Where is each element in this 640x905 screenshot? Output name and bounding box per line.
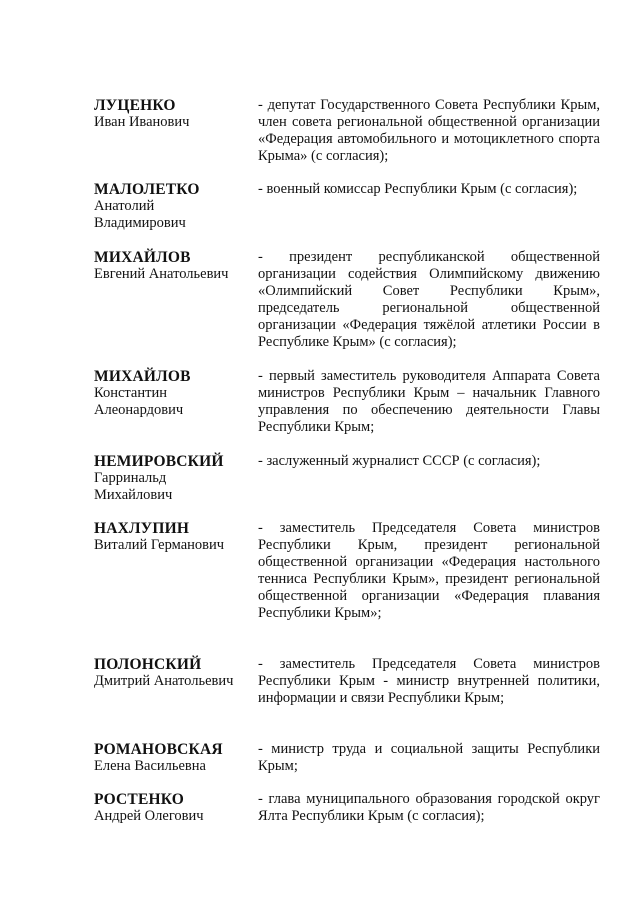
person-surname: ЛУЦЕНКО bbox=[94, 97, 176, 114]
person-surname: РОМАНОВСКАЯ bbox=[94, 741, 223, 758]
person-given-name: Анатолий bbox=[94, 198, 155, 214]
person-name bbox=[94, 741, 254, 775]
person-given-name: Иван Иванович bbox=[94, 114, 190, 130]
person-position: - министр труда и социальной защиты Республики Крым; bbox=[258, 741, 600, 774]
person-surname: МИХАЙЛОВ bbox=[94, 368, 191, 385]
person-given-name: Гарринальд bbox=[94, 470, 167, 486]
person-surname: МАЛОЛЕТКО bbox=[94, 181, 200, 198]
person-given-name: Елена Васильевна bbox=[94, 758, 206, 774]
person-name bbox=[94, 791, 254, 825]
person-name bbox=[94, 97, 254, 131]
person-position: - первый заместитель руководителя Аппарата Совета министров Республики Крым – начальник Главного управления по обеспечению деятельности Главы Республики Крым; bbox=[258, 368, 600, 435]
person-position: - президент республиканской общественной организации содействия Олимпийскому движению «Олимпийский Совет Республики Крым», председатель региональной общественной организации «Федерация тяжёлой атлетики России в Республике Крым» (с согласия); bbox=[258, 249, 600, 350]
person-surname: НЕМИРОВСКИЙ bbox=[94, 453, 224, 470]
person-patronymic: Михайлович bbox=[94, 487, 173, 503]
person-position: - заслуженный журналист СССР (с согласия); bbox=[258, 453, 541, 469]
person-given-name: Андрей Олегович bbox=[94, 808, 204, 824]
person-surname: МИХАЙЛОВ bbox=[94, 249, 191, 266]
person-surname: РОСТЕНКО bbox=[94, 791, 185, 808]
person-position: - военный комиссар Республики Крым (с согласия); bbox=[258, 181, 578, 197]
person-given-name: Константин bbox=[94, 385, 167, 401]
person-patronymic: Владимирович bbox=[94, 215, 186, 231]
person-given-name: Дмитрий Анатольевич bbox=[94, 673, 234, 689]
person-position: - заместитель Председателя Совета министров Республики Крым, президент региональной общественной организации «Федерация настольного тенниса Республики Крым», президент региональной общественной организации «Федерация плавания Республики Крым»; bbox=[258, 520, 600, 621]
person-name bbox=[94, 453, 254, 504]
person-name bbox=[94, 520, 254, 554]
person-position: - заместитель Председателя Совета министров Республики Крым - министр внутренней политики, информации и связи Республики Крым; bbox=[258, 656, 600, 706]
person-position: - глава муниципального образования городской округ Ялта Республики Крым (с согласия); bbox=[258, 791, 600, 824]
person-given-name: Евгений Анатольевич bbox=[94, 266, 229, 282]
person-given-name: Виталий Германович bbox=[94, 537, 225, 553]
person-surname: ПОЛОНСКИЙ bbox=[94, 656, 202, 673]
person-name bbox=[94, 249, 254, 283]
person-name bbox=[94, 656, 254, 690]
person-patronymic: Алеонардович bbox=[94, 402, 184, 418]
person-surname: НАХЛУПИН bbox=[94, 520, 190, 537]
person-position: - депутат Государственного Совета Республики Крым, член совета региональной общественной организации «Федерация автомобильного и мотоциклетного спорта Крыма» (с согласия); bbox=[258, 97, 600, 164]
person-name bbox=[94, 181, 254, 232]
person-name bbox=[94, 368, 254, 419]
